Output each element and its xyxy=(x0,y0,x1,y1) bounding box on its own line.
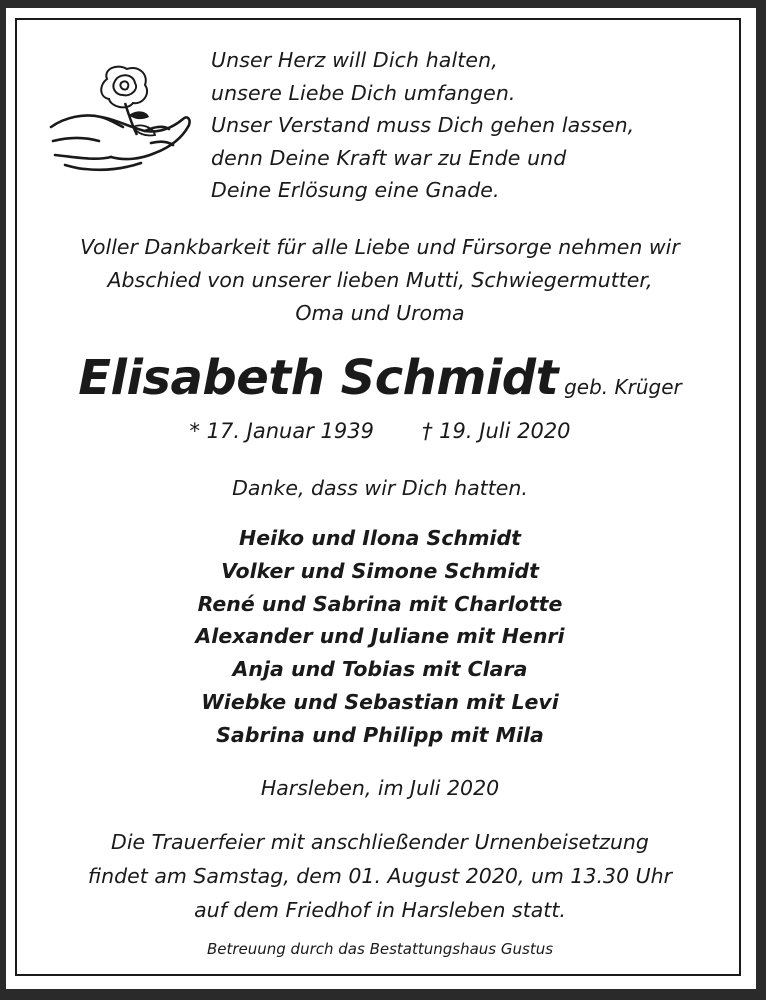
undertaker-credit: Betreuung durch das Bestattungshaus Gustus xyxy=(206,940,554,958)
funeral-line: findet am Samstag, dem 01. August 2020, um 13.30 Uhr xyxy=(87,864,673,888)
deceased-name: Elisabeth Schmidt xyxy=(78,350,559,406)
intro-line: Abschied von unserer lieben Mutti, Schwiegermutter, xyxy=(107,268,653,292)
poem-line: Deine Erlösung eine Gnade. xyxy=(211,178,500,203)
mourner-entry: Wiebke und Sebastian mit Levi xyxy=(201,689,559,714)
poem-line: Unser Verstand muss Dich gehen lassen, xyxy=(211,113,635,138)
mourner-entry: René und Sabrina mit Charlotte xyxy=(197,591,563,616)
thanks-line: Danke, dass wir Dich hatten. xyxy=(232,476,528,500)
notice-content xyxy=(7,9,755,988)
obituary-notice xyxy=(6,8,756,989)
poem xyxy=(211,44,731,207)
mourner-entry: Alexander und Juliane mit Henri xyxy=(195,624,565,649)
mourner-entry: Heiko und Ilona Schmidt xyxy=(239,526,521,550)
deceased-name-row xyxy=(17,347,743,420)
intro-line: Voller Dankbarkeit für alle Liebe und Fürsorge nehmen wir xyxy=(80,235,680,259)
intro-line: Oma und Uroma xyxy=(295,301,465,325)
farewell-intro xyxy=(17,231,743,330)
place-date: Harsleben, im Juli 2020 xyxy=(260,776,500,800)
death-date: † 19. Juli 2020 xyxy=(422,419,571,443)
mourner-entry: Volker und Simone Schmidt xyxy=(221,558,539,583)
funeral-line: auf dem Friedhof in Harsleben statt. xyxy=(194,898,566,922)
poem-line: Unser Herz will Dich halten, xyxy=(211,48,498,72)
poem-line: denn Deine Kraft war zu Ende und xyxy=(211,145,567,170)
poem-line: unsere Liebe Dich umfangen. xyxy=(211,80,516,105)
hands-holding-rose-icon xyxy=(45,57,195,187)
mourners-list xyxy=(17,522,743,752)
life-dates xyxy=(17,414,743,448)
mourner-entry: Sabrina und Philipp mit Mila xyxy=(216,722,544,747)
funeral-info xyxy=(17,825,743,927)
birth-date: * 17. Januar 1939 xyxy=(189,419,374,443)
mourner-entry: Anja und Tobias mit Clara xyxy=(232,657,528,682)
maiden-name: geb. Krüger xyxy=(564,375,682,399)
funeral-line: Die Trauerfeier mit anschließender Urnenbeisetzung xyxy=(111,830,649,854)
